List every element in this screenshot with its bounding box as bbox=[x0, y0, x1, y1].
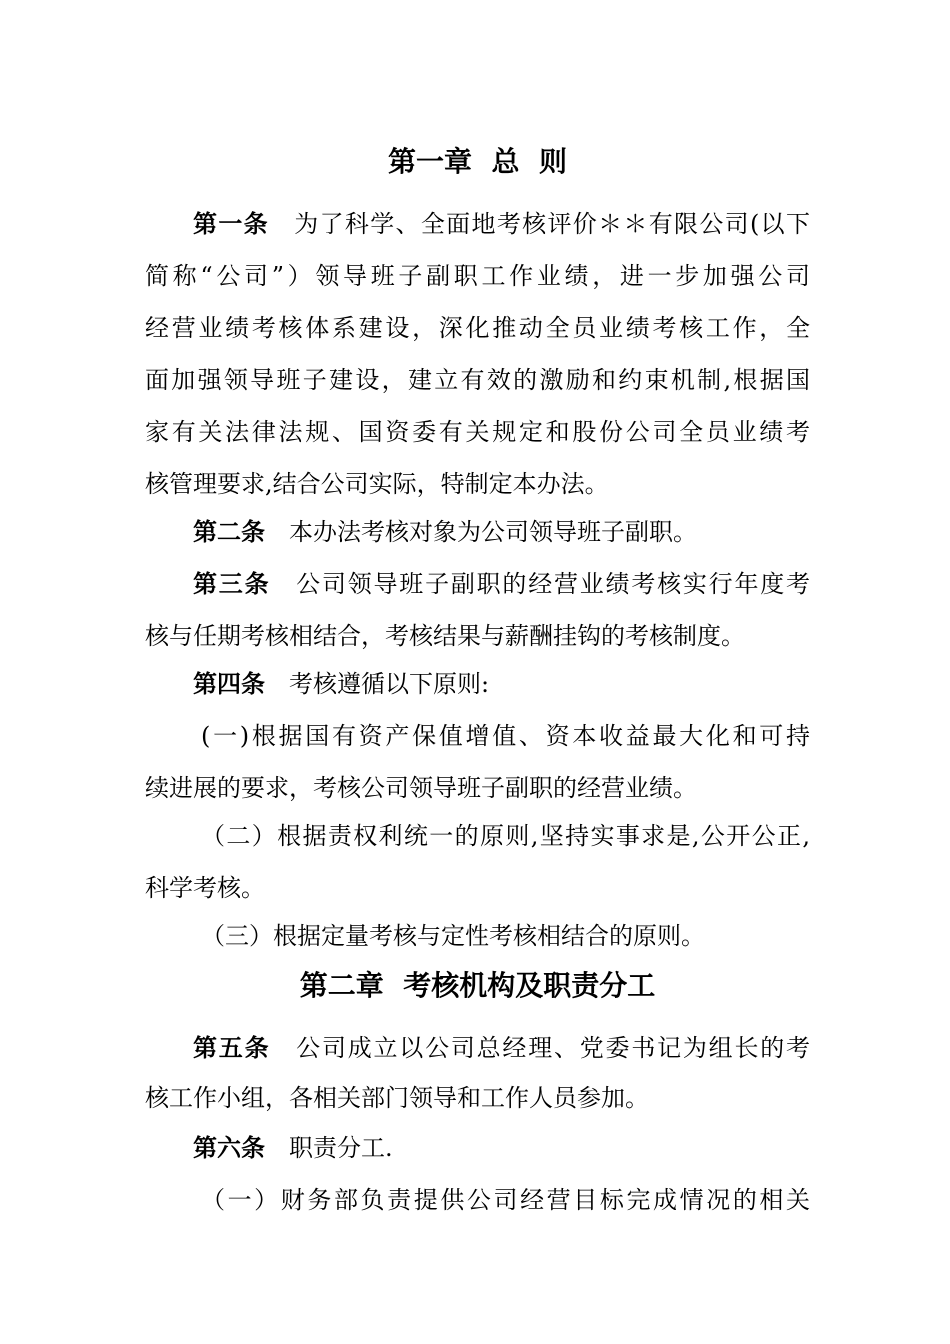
article-2-label: 第二条 bbox=[193, 517, 265, 546]
article-4-item-1-line-2: 续进展的要求，考核公司领导班子副职的经营业绩。 bbox=[145, 774, 697, 802]
article-6-label: 第六条 bbox=[193, 1133, 265, 1162]
article-3-label: 第三条 bbox=[193, 569, 271, 598]
article-5-label: 第五条 bbox=[193, 1033, 271, 1062]
article-1-text-1: 为了科学、全面地考核评价＊＊有限公司(以下 bbox=[294, 210, 810, 238]
article-3-line-2: 核与任期考核相结合，考核结果与薪酬挂钩的考核制度。 bbox=[145, 622, 745, 650]
article-4-text-1: 考核遵循以下原则: bbox=[289, 670, 490, 698]
article-4-line-1 bbox=[145, 668, 810, 700]
article-5-line-2: 核工作小组，各相关部门领导和工作人员参加。 bbox=[145, 1084, 649, 1112]
chapter-2-title: 第二章 考核机构及职责分工 bbox=[299, 969, 656, 1002]
article-2-line-1 bbox=[145, 516, 810, 548]
article-5-line-1 bbox=[145, 1032, 810, 1064]
article-6-text-1: 职责分工. bbox=[289, 1134, 393, 1162]
article-1-line-6: 核管理要求,结合公司实际，特制定本办法。 bbox=[145, 470, 609, 498]
article-6-item-1-line-1: （一）财务部负责提供公司经营目标完成情况的相关 bbox=[201, 1186, 810, 1214]
article-1-line-5: 家有关法律法规、国资委有关规定和股份公司全员业绩考 bbox=[145, 418, 810, 446]
article-4-item-3-line-1: （三）根据定量考核与定性考核相结合的原则。 bbox=[201, 922, 705, 950]
article-4-item-2-line-2: 科学考核。 bbox=[145, 874, 265, 902]
article-3-line-1 bbox=[145, 568, 810, 600]
article-1-label: 第一条 bbox=[193, 209, 269, 238]
article-1-line-2: 简称“公司”）领导班子副职工作业绩，进一步加强公司 bbox=[145, 262, 810, 290]
article-2-text-1: 本办法考核对象为公司领导班子副职。 bbox=[289, 518, 697, 546]
article-1-line-3: 经营业绩考核体系建设，深化推动全员业绩考核工作，全 bbox=[145, 314, 810, 342]
article-3-text-1: 公司领导班子副职的经营业绩考核实行年度考 bbox=[296, 570, 811, 598]
article-6-line-1 bbox=[145, 1132, 810, 1164]
article-4-item-2-line-1: （二）根据责权利统一的原则,坚持实事求是,公开公正, bbox=[201, 822, 810, 850]
article-5-text-1: 公司成立以公司总经理、党委书记为组长的考 bbox=[296, 1034, 811, 1062]
article-4-item-1-line-1: (一)根据国有资产保值增值、资本收益最大化和可持 bbox=[201, 722, 810, 750]
chapter-1-title: 第一章 总 则 bbox=[388, 145, 567, 178]
article-1-line-4: 面加强领导班子建设，建立有效的激励和约束机制,根据国 bbox=[145, 366, 810, 394]
article-1-line-1 bbox=[145, 208, 810, 240]
article-4-label: 第四条 bbox=[193, 669, 265, 698]
